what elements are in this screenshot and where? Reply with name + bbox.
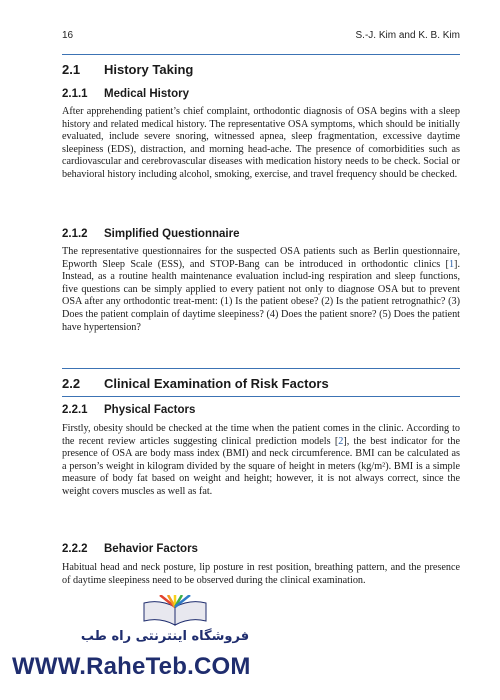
subsection-heading-2-1-1 — [62, 88, 460, 100]
open-book-logo-icon — [140, 595, 210, 629]
paragraph-physical-factors — [62, 423, 460, 499]
text-run: ], the best indicator for the presence of OSA are body mass index (BMI) and neck circumference. BMI can be calculated as a person’s weight in kilogram divided by the square of height in meters (kg/m²). BMI is a simple measure of body fat based on weight and height; however, it is not always correct, since the weight covers muscles as well as fat. — [62, 435, 460, 497]
subsection-heading-2-1-2 — [62, 228, 460, 240]
text-run: Firstly, obesity should be checked at the time when the patient comes in the clinic. According to the recent review articles suggesting clinical prediction models [ — [62, 423, 460, 447]
watermark-persian-text: فروشگاه اینترنتی راه طب — [80, 629, 250, 644]
section-number: 2.1 — [62, 62, 81, 77]
citation-link[interactable]: 1 — [448, 258, 455, 270]
section-rule-top — [62, 54, 460, 55]
paragraph-behavior-factors: Habitual head and neck posture, lip posture in rest position, breathing pattern, and the presence of daytime sleepiness need to be observed during the clinical examination. — [62, 562, 460, 586]
running-head-authors: S.-J. Kim and K. B. Kim — [355, 30, 460, 41]
section-rule-top — [62, 368, 460, 369]
subsection-heading-2-2-1 — [62, 404, 460, 416]
section-title: History Taking — [104, 62, 194, 77]
subsection-title: Simplified Questionnaire — [104, 228, 240, 240]
subsection-number: 2.2.1 — [62, 404, 88, 416]
paragraph-questionnaire — [62, 246, 460, 334]
subsection-number: 2.1.1 — [62, 88, 88, 100]
watermark-url: WWW.RaheTeb.COM — [12, 653, 251, 680]
section-heading-2-1 — [62, 62, 460, 77]
subsection-title: Medical History — [104, 88, 189, 100]
text-run: ]. Instead, as a routine health maintenance evaluation includ-ing respiration and sleep functions, five questions can be simply applied to every patient not only to diagnose OSA but to prevent OSA after any orthodontic treat-ment: (1) Is the patient obese? (2) Is the patient retrognathic? (3) Does the patient complain of daytime sleepiness? (4) Does the patient snore? (5) Does the patient have hypertension? — [62, 258, 460, 333]
running-header — [62, 30, 460, 41]
subsection-title: Physical Factors — [104, 404, 196, 416]
section-rule-bottom — [62, 396, 460, 397]
subsection-heading-2-2-2 — [62, 543, 460, 555]
watermark — [10, 595, 310, 690]
section-title: Clinical Examination of Risk Factors — [104, 376, 329, 391]
section-heading-2-2 — [62, 376, 460, 391]
subsection-number: 2.2.2 — [62, 543, 88, 555]
subsection-number: 2.1.2 — [62, 228, 88, 240]
section-number: 2.2 — [62, 376, 81, 391]
text-run: The representative questionnaires for the suspected OSA patients such as Berlin questionnaire, Epworth Sleep Scale (ESS), and STOP-Bang can be introduced in orthodontic clinics [ — [62, 246, 460, 270]
citation-link[interactable]: 2 — [338, 435, 344, 447]
paragraph-medical-history: After apprehending patient’s chief complaint, orthodontic diagnosis of OSA begins with a sleep history and related medical history. The representative OSA symptoms, which should be initially evaluated, include severe snoring, witnessed apnea, sleep fragmentation, excessive daytime sleepiness (EDS), distraction, and morning head-ache. The presence of comorbidities such as cardiovascular and cerebrovascular diseases with medication history needs to be check. Social or behavioral history including alcohol, smoking, exercise, and travel frequency should be checked. — [62, 106, 460, 180]
subsection-title: Behavior Factors — [104, 543, 198, 555]
page-number: 16 — [62, 30, 74, 41]
